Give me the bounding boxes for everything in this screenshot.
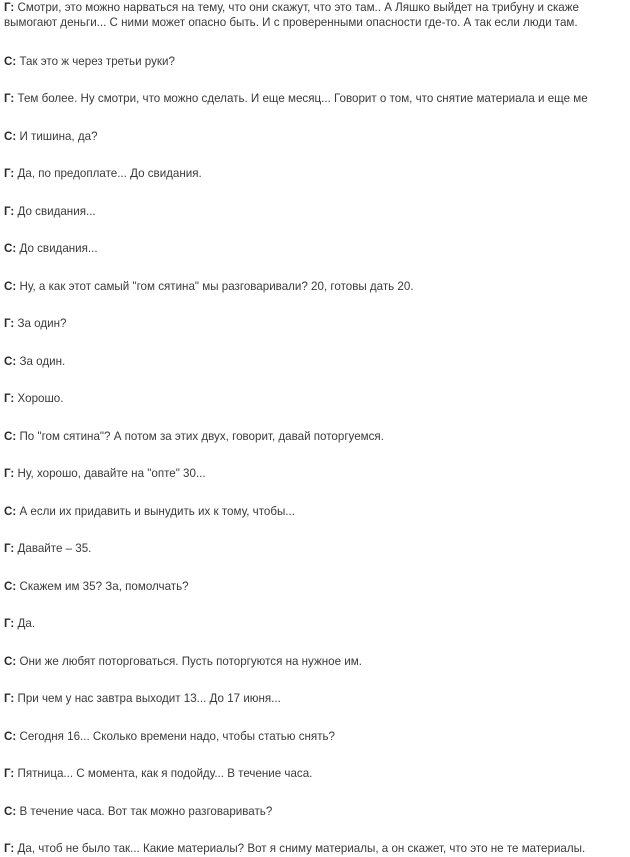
line-text: Сегодня 16... Сколько времени надо, чтобы статью снять?: [19, 730, 336, 743]
line-text: Тем более. Ну смотри, что можно сделать. И еще месяц... Говорит о том, что снятие материала и еще ме: [17, 92, 588, 105]
transcript-line: [4, 240, 98, 257]
line-text: Скажем им 35? За, помолчать?: [19, 580, 189, 593]
transcript-line: [4, 465, 206, 482]
transcript-line: [4, 390, 63, 407]
speaker-label: С:: [4, 280, 17, 293]
line-text: До свидания...: [17, 205, 96, 218]
transcript-line: [4, 90, 588, 107]
line-text: вымогают деньги... С ними может опасно быть. И с проверенными опасности где-то. А так если люди там.: [4, 16, 578, 29]
line-text: При чем у нас завтра выходит 13... До 17 июня...: [17, 692, 281, 705]
speaker-label: Г:: [4, 617, 15, 630]
transcript-line: [4, 803, 272, 820]
speaker-label: С:: [4, 55, 17, 68]
speaker-label: Г:: [4, 1, 15, 14]
speaker-label: Г:: [4, 467, 15, 480]
line-text: Да, чтоб не было так... Какие материалы? Вот я сниму материалы, а он скажет, что это не те материалы.: [17, 842, 586, 855]
line-text: Да, по предоплате... До свидания.: [17, 167, 202, 180]
line-text: Смотри, это можно нарваться на тему, что они скажут, что это там.. А Ляшко выйдет на трибуну и скаже: [17, 1, 579, 14]
transcript-line: [4, 315, 66, 332]
speaker-label: Г:: [4, 167, 15, 180]
speaker-label: Г:: [4, 692, 15, 705]
speaker-label: С:: [4, 130, 17, 143]
line-text: Они же любят поторговаться. Пусть поторгуются на нужное им.: [19, 655, 362, 668]
speaker-label: Г:: [4, 205, 15, 218]
line-text: И тишина, да?: [19, 130, 98, 143]
line-text: Хорошо.: [17, 392, 64, 405]
speaker-label: Г:: [4, 542, 15, 555]
line-text: В течение часа. Вот так можно разговаривать?: [19, 805, 273, 818]
line-text: Пятница... С момента, как я подойду... В течение часа.: [17, 767, 313, 780]
transcript-line: [4, 653, 362, 670]
transcript-line: [4, 14, 578, 31]
transcript-line: [4, 53, 175, 70]
transcript-line: [4, 503, 295, 520]
line-text: А если их придавить и вынудить их к тому, чтобы...: [19, 505, 295, 518]
line-text: Так это ж через третьи руки?: [19, 55, 175, 68]
line-text: По "гом сятина"? А потом за этих двух, говорит, давай поторгуемся.: [19, 430, 384, 443]
line-text: Ну, хорошо, давайте на "опте" 30...: [17, 467, 206, 480]
speaker-label: Г:: [4, 842, 15, 855]
speaker-label: С:: [4, 505, 17, 518]
transcript-line: [4, 578, 189, 595]
speaker-label: Г:: [4, 317, 15, 330]
speaker-label: С:: [4, 242, 17, 255]
transcript-line: [4, 615, 35, 632]
speaker-label: С:: [4, 805, 17, 818]
transcript-line: [4, 128, 98, 145]
speaker-label: Г:: [4, 392, 15, 405]
line-text: Давайте – 35.: [17, 542, 92, 555]
transcript-line: [4, 165, 202, 182]
transcript-line: [4, 765, 312, 782]
line-text: Ну, а как этот самый "гом сятина" мы разговаривали? 20, готовы дать 20.: [19, 280, 414, 293]
speaker-label: С:: [4, 430, 17, 443]
speaker-label: С:: [4, 580, 17, 593]
transcript-line: [4, 840, 585, 857]
transcript-line: [4, 428, 384, 445]
transcript-line: [4, 278, 414, 295]
line-text: За один.: [19, 355, 66, 368]
transcript-line: [4, 728, 335, 745]
transcript-line: [4, 540, 91, 557]
transcript-line: [4, 353, 65, 370]
line-text: До свидания...: [19, 242, 98, 255]
speaker-label: С:: [4, 655, 17, 668]
transcript-line: [4, 203, 96, 220]
line-text: За один?: [17, 317, 67, 330]
line-text: Да.: [17, 617, 36, 630]
transcript-line: [4, 690, 281, 707]
speaker-label: Г:: [4, 92, 15, 105]
speaker-label: С:: [4, 355, 17, 368]
speaker-label: Г:: [4, 767, 15, 780]
speaker-label: С:: [4, 730, 17, 743]
